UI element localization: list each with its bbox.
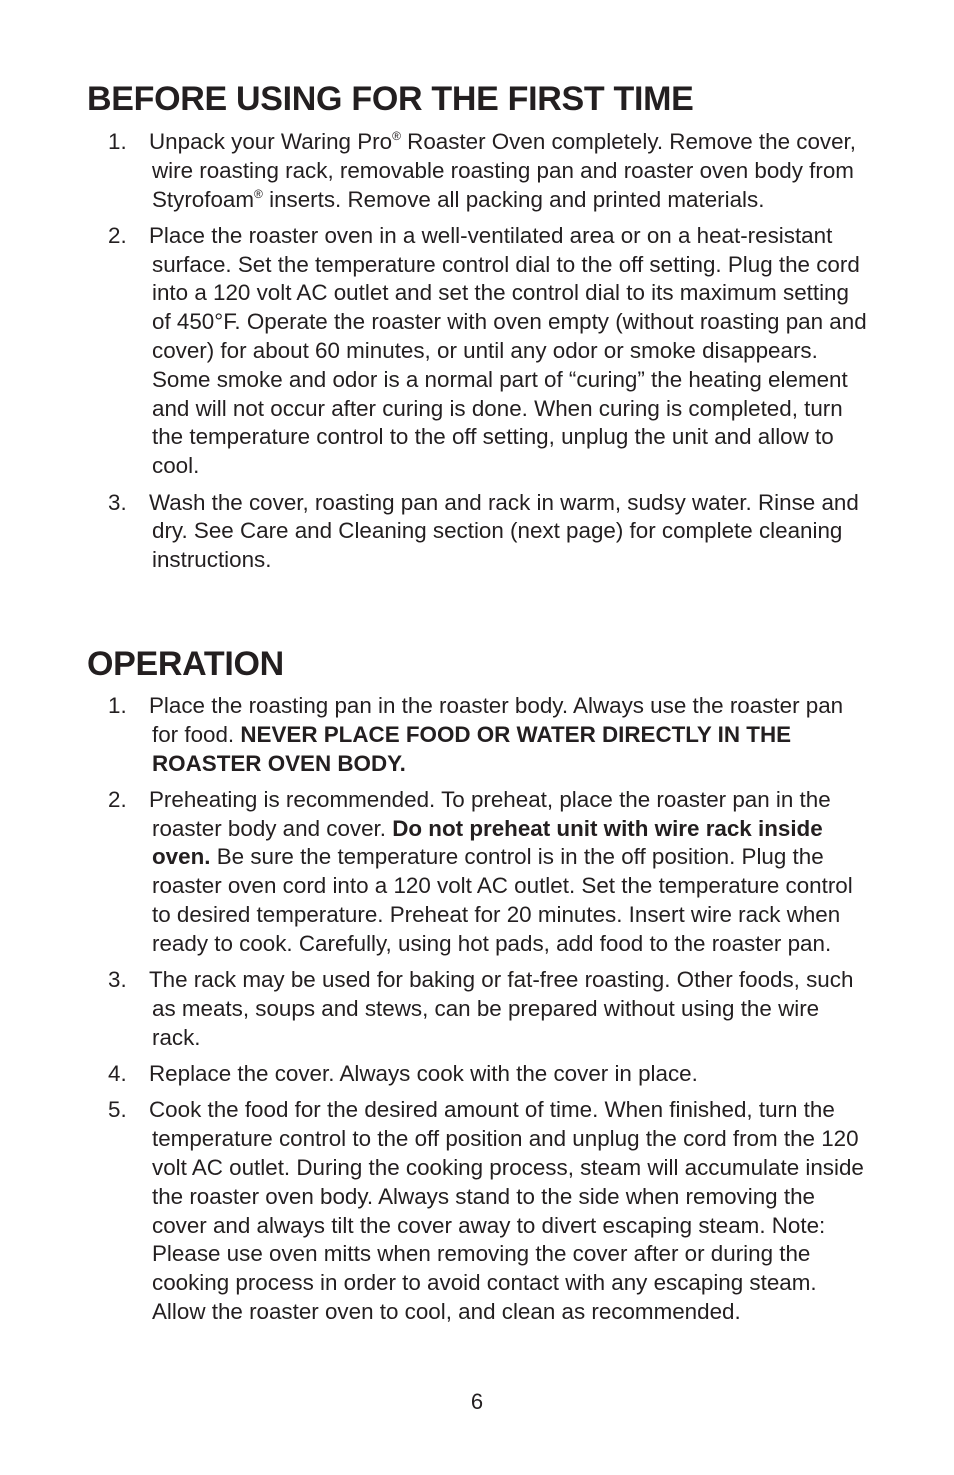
item-number: 4. (108, 1061, 127, 1087)
item-number: 5. (108, 1097, 127, 1123)
item-number: 1. (108, 693, 127, 718)
list-item (0, 1060, 954, 1089)
item-number: 2. (108, 786, 127, 812)
list-item (0, 786, 954, 959)
item-number: 2. (108, 222, 127, 248)
list-item (0, 489, 954, 575)
item-text-part: Be sure the temperature control is in the off position. Plug the roaster oven cord into a 120 volt AC outlet. Set the temperature control to desired temperature. Preheat for 20 minutes. Insert wire rack when ready to cook. Carefully, using hot pads, add food to the roaster pan. (152, 844, 853, 956)
warning-text: Do not preheat unit with wire rack inside oven. (152, 815, 823, 870)
list-item (0, 692, 954, 778)
item-number: 3. (108, 489, 127, 515)
item-text-part: Roaster Oven completely. Remove the cover, wire roasting rack, removable roasting pan and roaster oven body from Styrofoam (152, 129, 856, 212)
warning-text: NEVER PLACE FOOD OR WATER DIRECTLY IN THE ROASTER OVEN BODY. (152, 721, 792, 776)
item-number: 3. (108, 967, 127, 993)
registered-mark: ® (254, 186, 263, 201)
section-heading-operation: OPERATION (87, 645, 284, 683)
item-text: Replace the cover. Always cook with the cover in place. (149, 1061, 698, 1087)
item-text (149, 786, 872, 959)
item-text-part: Unpack your Waring Pro (149, 129, 393, 154)
item-text: The rack may be used for baking or fat-free roasting. Other foods, such as meats, soups and stews, can be prepared without using the wire rack. (149, 967, 854, 1050)
item-number: 1. (108, 129, 127, 154)
list-item (0, 1096, 954, 1326)
item-text-part: Place the roasting pan in the roaster body. Always use the roaster pan for food. (149, 693, 844, 747)
item-text (149, 692, 872, 778)
before-first-use-list (0, 128, 954, 582)
item-text: Wash the cover, roasting pan and rack in warm, sudsy water. Rinse and dry. See Care and Cleaning section (next page) for complete cleaning instructions. (149, 489, 859, 573)
list-item (0, 128, 954, 214)
page-number: 6 (470, 1389, 484, 1414)
list-item (0, 966, 954, 1052)
registered-mark: ® (392, 129, 401, 143)
item-text: Place the roaster oven in a well-ventilated area or on a heat-resistant surface. Set the temperature control dial to the off setting. Plug the cord into a 120 volt AC outlet and set the control dial to its maximum setting of 450°F. Operate the roaster with oven empty (without roasting pan and cover) for about 60 minutes, or until any odor or smoke disappears. Some smoke and odor is a normal part of “curing” the heating element and will not occur after curing is done. When curing is completed, turn the temperature control to the off setting, unplug the unit and allow to cool. (149, 222, 867, 479)
list-item (0, 222, 954, 481)
item-text (149, 128, 872, 214)
item-text-part: Preheating is recommended. To preheat, place the roaster pan in the roaster body and cover. (149, 786, 831, 841)
item-text-part: inserts. Remove all packing and printed materials. (262, 186, 765, 212)
item-text: Cook the food for the desired amount of time. When finished, turn the temperature control to the off position and unplug the cord from the 120 volt AC outlet. During the cooking process, steam will accumulate inside the roaster oven body. Always stand to the side when removing the cover and always tilt the cover away to divert escaping steam. Note: Please use oven mitts when removing the cover after or during the cooking process in order to avoid contact with any escaping steam. Allow the roaster oven to cool, and clean as recommended. (149, 1097, 864, 1324)
operation-list (0, 692, 954, 1334)
section-heading-before-first-use: BEFORE USING FOR THE FIRST TIME (87, 80, 694, 118)
